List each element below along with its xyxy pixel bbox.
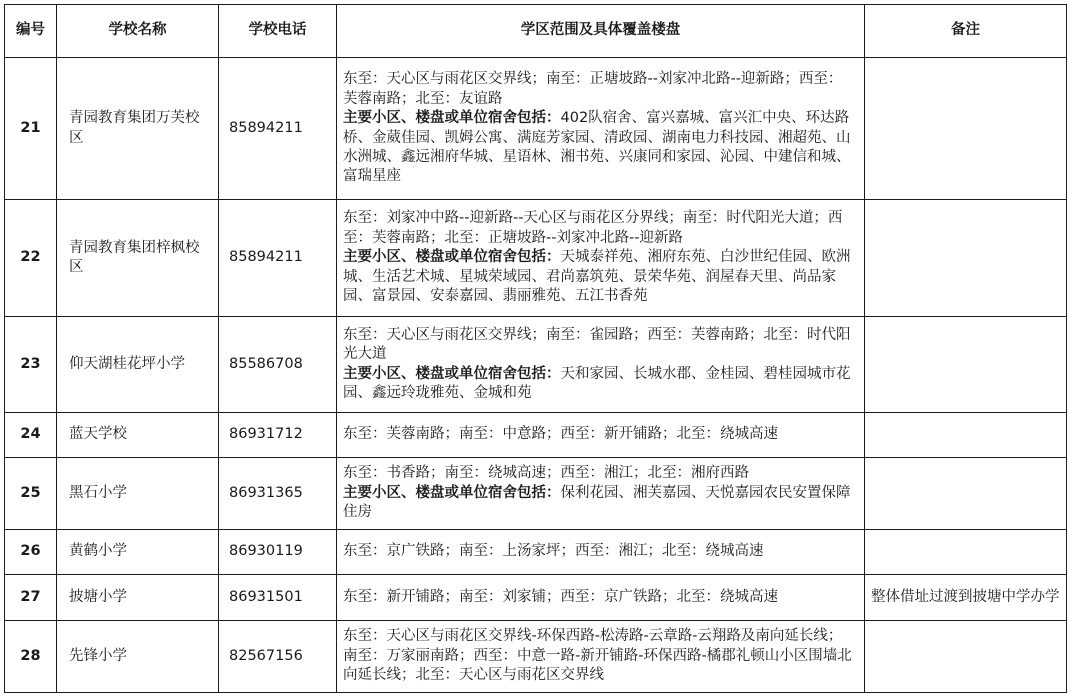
district-cell (337, 621, 865, 693)
school-name-cell: 仰天湖桂花坪小学 (57, 317, 219, 413)
row-number-cell: 21 (5, 58, 57, 200)
covered-list-label: 主要小区、楼盘或单位宿舍包括： (343, 365, 561, 382)
row-number-cell: 24 (5, 413, 57, 458)
table-row (5, 58, 1067, 200)
covered-list (343, 109, 856, 187)
boundary-text: 东至：天心区与雨花区交界线；南至：正塘坡路--刘家冲北路--迎新路；西至：芙蓉南路；北至：友谊路 (343, 71, 843, 107)
row-number-cell: 23 (5, 317, 57, 413)
header-cell-id: 编号 (5, 5, 57, 58)
school-district-table-page (4, 4, 1066, 693)
table-row (5, 200, 1067, 317)
school-phone-cell: 86931712 (219, 413, 337, 458)
covered-list-label: 主要小区、楼盘或单位宿舍包括： (343, 249, 561, 266)
covered-list-label: 主要小区、楼盘或单位宿舍包括： (343, 110, 561, 127)
remark-cell (865, 458, 1067, 530)
school-phone-cell: 86931365 (219, 458, 337, 530)
table-row (5, 458, 1067, 530)
remark-cell (865, 413, 1067, 458)
school-name-cell: 青园教育集团梓枫校区 (57, 200, 219, 317)
header-cell-remark: 备注 (865, 5, 1067, 58)
boundary-text: 东至：天心区与雨花区交界线；南至：雀园路；西至：芙蓉南路；北至：时代阳光大道 (343, 326, 851, 363)
school-phone-cell: 85894211 (219, 200, 337, 317)
boundary-text: 东至：芙蓉南路；南至：中意路；西至：新开铺路；北至：绕城高速 (343, 426, 778, 443)
table-row (5, 317, 1067, 413)
remark-cell (865, 200, 1067, 317)
row-number-cell: 25 (5, 458, 57, 530)
remark-cell: 整体借址过渡到披塘中学办学 (865, 575, 1067, 621)
district-cell (337, 200, 865, 317)
district-cell (337, 413, 865, 458)
covered-list-text: 402队宿舍、富兴嘉城、富兴汇中央、环达路桥、金葳佳园、凯姆公寓、满庭芳家园、清政园、湖南电力科技园、湘超苑、山水洲城、鑫远湘府华城、星语林、湘书苑、兴康同和家园、沁园、中建信和城、富瑞星座 (343, 110, 851, 185)
table-row (5, 621, 1067, 693)
school-district-table (4, 4, 1067, 693)
school-name-cell: 披塘小学 (57, 575, 219, 621)
school-name-cell: 蓝天学校 (57, 413, 219, 458)
row-number-cell: 27 (5, 575, 57, 621)
school-phone-cell: 86931501 (219, 575, 337, 621)
school-name-cell: 黄鹤小学 (57, 530, 219, 575)
table-row (5, 575, 1067, 621)
table-row (5, 413, 1067, 458)
covered-list (343, 484, 856, 523)
district-cell (337, 317, 865, 413)
school-phone-cell: 85586708 (219, 317, 337, 413)
boundary-text: 东至：刘家冲中路--迎新路--天心区与雨花区分界线；南至：时代阳光大道；西至：芙蓉南路；北至：正塘坡路--刘家冲北路--迎新路 (343, 210, 843, 246)
covered-list-label: 主要小区、楼盘或单位宿舍包括： (343, 484, 561, 501)
covered-list-text: 保利花园、湘芙嘉园、天悦嘉园农民安置保障住房 (343, 484, 851, 521)
district-cell (337, 530, 865, 575)
school-phone-cell: 85894211 (219, 58, 337, 200)
header-cell-school-name: 学校名称 (57, 5, 219, 58)
district-cell (337, 58, 865, 200)
school-phone-cell: 82567156 (219, 621, 337, 693)
remark-cell (865, 58, 1067, 200)
school-phone-cell: 86930119 (219, 530, 337, 575)
remark-cell (865, 621, 1067, 693)
covered-list-text: 天城泰祥苑、湘府东苑、白沙世纪佳园、欧洲城、生活艺术城、星城荣域园、君尚嘉筑苑、景荣华苑、润屋春天里、尚品家园、富景园、安泰嘉园、翡丽雅苑、五江书香苑 (343, 249, 851, 305)
row-number-cell: 22 (5, 200, 57, 317)
covered-list (343, 365, 856, 404)
covered-list (343, 248, 856, 306)
row-number-cell: 28 (5, 621, 57, 693)
covered-list-text: 天和家园、长城水郡、金桂园、碧桂园城市花园、鑫远玲珑雅苑、金城和苑 (343, 365, 851, 401)
boundary-text: 东至：书香路；南至：绕城高速；西至：湘江；北至：湘府西路 (343, 465, 749, 482)
school-name-cell: 先锋小学 (57, 621, 219, 693)
header-cell-school-phone: 学校电话 (219, 5, 337, 58)
boundary-text: 东至：新开铺路；南至：刘家铺；西至：京广铁路；北至：绕城高速 (343, 588, 778, 605)
boundary-text: 东至：天心区与雨花区交界线-环保西路-松涛路-云章路-云翔路及南向延长线；南至：万家丽南路；西至：中意一路-新开铺路-环保西路-橘郡礼顿山小区围墙北向延长线；北至：天心区与雨花区交界线 (343, 628, 852, 684)
school-name-cell: 黑石小学 (57, 458, 219, 530)
remark-cell (865, 317, 1067, 413)
school-name-cell: 青园教育集团万芙校区 (57, 58, 219, 200)
header-cell-district-range: 学区范围及具体覆盖楼盘 (337, 5, 865, 58)
header-row (5, 5, 1067, 58)
district-cell (337, 458, 865, 530)
row-number-cell: 26 (5, 530, 57, 575)
district-cell (337, 575, 865, 621)
table-row (5, 530, 1067, 575)
boundary-text: 东至：京广铁路；南至：上汤家坪；西至：湘江；北至：绕城高速 (343, 543, 764, 560)
remark-cell (865, 530, 1067, 575)
